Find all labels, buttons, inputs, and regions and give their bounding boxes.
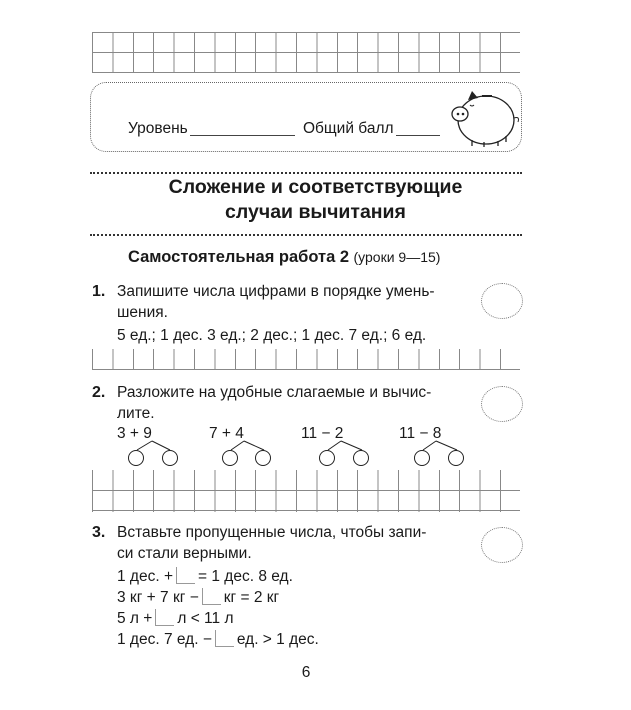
lessons-note: (уроки 9—15) [353, 249, 441, 265]
equation-left: 1 дес. + [117, 568, 174, 585]
section-title-line2: случаи вычитания [225, 201, 406, 223]
exercise-number: 1. [92, 283, 106, 300]
grid-line [92, 510, 520, 511]
answer-blank[interactable] [176, 567, 195, 584]
expression: 7 + 4 [209, 425, 244, 442]
separator [90, 234, 522, 236]
exercise-number: 3. [92, 524, 106, 541]
piggy-bank-icon [442, 86, 522, 150]
equation-right: л < 11 л [177, 610, 234, 627]
equation-right: кг = 2 кг [223, 589, 280, 606]
expression: 11 − 2 [301, 425, 344, 442]
grid-line [92, 32, 520, 33]
total-score-label: Общий балл [303, 120, 394, 137]
separator [90, 172, 522, 174]
answer-circle[interactable] [222, 450, 238, 466]
exercise-text: лите. [117, 405, 155, 422]
answer-circle[interactable] [255, 450, 271, 466]
level-label: Уровень [128, 120, 188, 137]
answer-blank[interactable] [215, 630, 234, 647]
answer-circle[interactable] [128, 450, 144, 466]
grid-line [92, 72, 520, 73]
total-score-field[interactable] [396, 135, 440, 136]
exercise-number: 2. [92, 384, 106, 401]
equation-row [117, 630, 319, 649]
equation-row [117, 609, 234, 628]
answer-circle[interactable] [353, 450, 369, 466]
exercise-text: си стали верными. [117, 545, 252, 562]
score-oval[interactable] [481, 386, 523, 422]
subtitle [128, 248, 440, 267]
exercise-text: шения. [117, 304, 168, 321]
decomposition-trees [0, 440, 631, 470]
equation-row [117, 588, 279, 607]
grid-line [92, 369, 520, 370]
grid-line [92, 52, 520, 53]
answer-blank[interactable] [202, 588, 221, 605]
score-oval[interactable] [481, 283, 523, 319]
exercise-text: Запишите числа цифрами в порядке умень- [117, 283, 435, 300]
work-title: Самостоятельная работа 2 [128, 248, 350, 266]
section-title-line1: Сложение и соответствующие [168, 176, 463, 198]
level-field[interactable] [190, 135, 295, 136]
answer-grid[interactable] [92, 470, 520, 512]
expression: 3 + 9 [117, 425, 152, 442]
exercise-data: 5 ед.; 1 дес. 3 ед.; 2 дес.; 1 дес. 7 ед.; 6 ед. [117, 327, 427, 344]
expression: 11 − 8 [399, 425, 442, 442]
page-number: 6 [301, 664, 311, 681]
equation-left: 3 кг + 7 кг − [117, 589, 199, 606]
exercise-text: Вставьте пропущенные числа, чтобы запи- [117, 524, 427, 541]
answer-circle[interactable] [448, 450, 464, 466]
exercise-text: Разложите на удобные слагаемые и вычис- [117, 384, 432, 401]
equation-right: = 1 дес. 8 ед. [198, 568, 293, 585]
answer-circle[interactable] [319, 450, 335, 466]
grid-line [92, 490, 520, 491]
answer-grid[interactable] [92, 349, 520, 369]
answer-circle[interactable] [414, 450, 430, 466]
equation-row [117, 567, 293, 586]
equation-left: 5 л + [117, 610, 153, 627]
answer-blank[interactable] [155, 609, 174, 626]
equation-right: ед. > 1 дес. [236, 631, 319, 648]
equation-left: 1 дес. 7 ед. − [117, 631, 212, 648]
score-oval[interactable] [481, 527, 523, 563]
answer-circle[interactable] [162, 450, 178, 466]
